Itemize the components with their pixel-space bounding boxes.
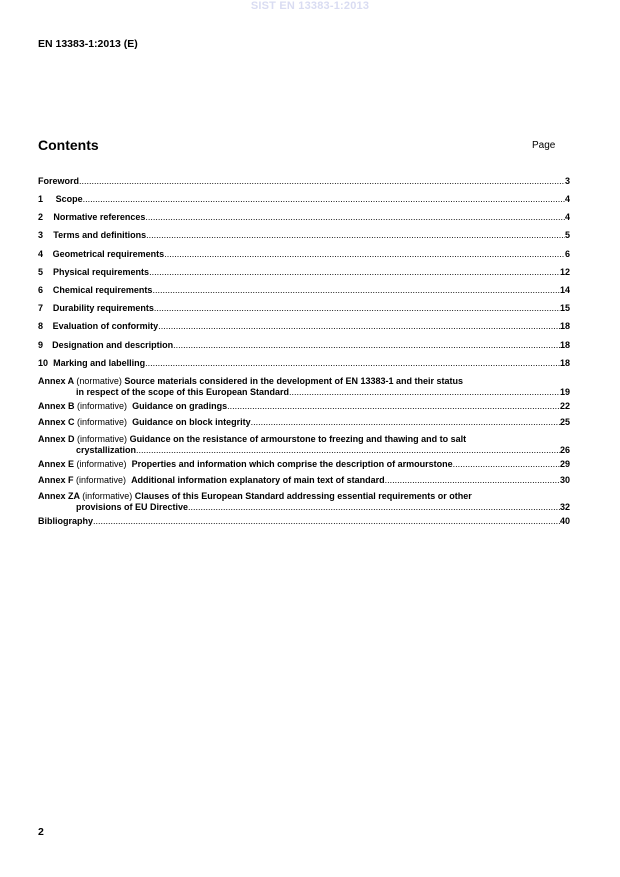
toc-page: 6	[564, 248, 570, 259]
toc-entry-3[interactable]	[38, 230, 570, 248]
toc-title: Terms and definitions	[53, 230, 147, 241]
toc-leader	[164, 249, 565, 260]
toc-entry-annex-e[interactable]	[38, 459, 570, 475]
toc-leader	[83, 194, 565, 205]
toc-title: Normative references	[53, 212, 146, 223]
toc-leader	[145, 358, 560, 369]
toc-title: Scope	[55, 194, 83, 204]
toc-title-continued: crystallization	[76, 444, 137, 455]
toc-page: 18	[559, 321, 570, 332]
toc-number: 4	[38, 248, 44, 259]
toc-page: 25	[559, 416, 570, 427]
toc-leader	[93, 516, 560, 527]
toc-leader	[79, 176, 565, 187]
toc-number: 1	[38, 194, 44, 204]
toc-entry-bibliography[interactable]	[38, 516, 570, 532]
toc-title: Guidance on gradings	[132, 400, 228, 411]
toc-leader	[173, 340, 560, 351]
toc-title: Geometrical requirements	[52, 248, 165, 259]
toc-number: 7	[38, 303, 44, 314]
toc-page: 5	[564, 230, 570, 241]
toc-page: 18	[559, 339, 570, 350]
annex-kind: (informative)	[76, 458, 127, 469]
annex-kind: (informative)	[76, 474, 127, 485]
toc-title: Guidance on block integrity	[132, 416, 251, 427]
annex-kind: (informative)	[77, 400, 128, 411]
toc-page: 40	[559, 515, 570, 526]
toc-entry-annex-za[interactable]	[38, 491, 570, 516]
toc-number: 3	[38, 230, 44, 241]
toc-leader	[227, 401, 560, 412]
toc-leader	[251, 417, 560, 428]
toc-entry-4[interactable]	[38, 249, 570, 267]
page-number: 2	[38, 826, 44, 838]
document-id: EN 13383-1:2013 (E)	[38, 38, 138, 50]
toc-page: 26	[559, 444, 570, 455]
toc-title: Physical requirements	[53, 266, 150, 277]
toc-entry-8[interactable]	[38, 321, 570, 339]
toc-page: 12	[559, 266, 570, 277]
toc-entry-9[interactable]	[38, 340, 570, 358]
toc-page: 4	[564, 194, 570, 204]
toc-title: Source materials considered in the development of EN 13383-1 and their status	[124, 375, 463, 386]
toc-page: 22	[559, 400, 570, 411]
toc-title: Properties and information which comprise the description of armourstone	[131, 458, 453, 469]
annex-label: Annex A	[38, 375, 74, 386]
toc-page: 32	[559, 501, 570, 512]
toc-entry-annex-f[interactable]	[38, 475, 570, 491]
toc-title: Additional information explanatory of main text of standard	[131, 474, 385, 485]
toc-page: 29	[559, 458, 570, 469]
toc-title-continued: in respect of the scope of this European Standard	[76, 386, 290, 397]
toc-leader	[385, 475, 560, 486]
annex-kind: (informative)	[77, 416, 128, 427]
toc-number: 8	[38, 321, 44, 332]
annex-label: Annex F	[38, 474, 74, 485]
toc-entry-annex-c[interactable]	[38, 417, 570, 434]
annex-label: Annex E	[38, 458, 75, 469]
toc-title: Marking and labelling	[53, 357, 146, 368]
toc-leader	[152, 285, 560, 296]
toc-leader	[453, 459, 560, 470]
toc-page: 18	[559, 357, 570, 368]
toc-number: 6	[38, 284, 44, 295]
toc-page: 19	[559, 386, 570, 397]
toc-page: 4	[564, 212, 570, 223]
toc-entry-annex-b[interactable]	[38, 401, 570, 417]
annex-label: Annex C	[38, 416, 75, 427]
toc-title: Durability requirements	[52, 303, 154, 314]
toc-page: 3	[564, 176, 570, 186]
annex-kind: (normative)	[76, 375, 122, 386]
toc-leader	[188, 502, 560, 513]
toc-page: 14	[559, 284, 570, 295]
toc-title-continued: provisions of EU Directive	[76, 501, 189, 512]
annex-label: Annex ZA	[38, 490, 80, 501]
toc-number: 9	[38, 339, 44, 350]
toc-title: Clauses of this European Standard addressing essential requirements or other	[134, 490, 472, 501]
toc-leader	[149, 267, 560, 278]
toc-entry-1[interactable]	[38, 194, 570, 212]
annex-label: Annex D	[38, 433, 75, 444]
toc-leader	[158, 321, 560, 332]
toc-leader	[145, 212, 565, 223]
watermark: SIST EN 13383-1:2013	[250, 0, 370, 12]
toc-title: Evaluation of conformity	[52, 321, 159, 332]
contents-heading: Contents	[38, 137, 99, 153]
toc-title: Bibliography	[38, 515, 94, 526]
toc-entry-2[interactable]	[38, 212, 570, 230]
toc-number: 10	[38, 357, 49, 368]
table-of-contents	[38, 176, 570, 532]
toc-title: Chemical requirements	[52, 284, 153, 295]
toc-entry-10[interactable]	[38, 358, 570, 376]
page-column-label: Page	[532, 140, 556, 151]
annex-kind: (informative)	[77, 433, 128, 444]
toc-leader	[154, 303, 560, 314]
toc-entry-annex-d[interactable]	[38, 434, 570, 459]
toc-number: 2	[38, 212, 44, 223]
toc-entry-6[interactable]	[38, 285, 570, 303]
toc-number: 5	[38, 266, 44, 277]
annex-kind: (informative)	[82, 490, 133, 501]
toc-leader	[289, 387, 560, 398]
toc-entry-foreword[interactable]	[38, 176, 570, 194]
toc-page: 15	[559, 303, 570, 314]
annex-label: Annex B	[38, 400, 75, 411]
toc-title: Foreword	[38, 176, 80, 186]
toc-page: 30	[559, 474, 570, 485]
toc-entry-5[interactable]	[38, 267, 570, 285]
toc-title: Guidance on the resistance of armourstone to freezing and thawing and to salt	[129, 433, 467, 444]
toc-entry-7[interactable]	[38, 303, 570, 321]
toc-title: Designation and description	[52, 339, 174, 350]
toc-entry-annex-a[interactable]	[38, 376, 570, 401]
toc-leader	[136, 445, 560, 456]
toc-leader	[146, 230, 565, 241]
